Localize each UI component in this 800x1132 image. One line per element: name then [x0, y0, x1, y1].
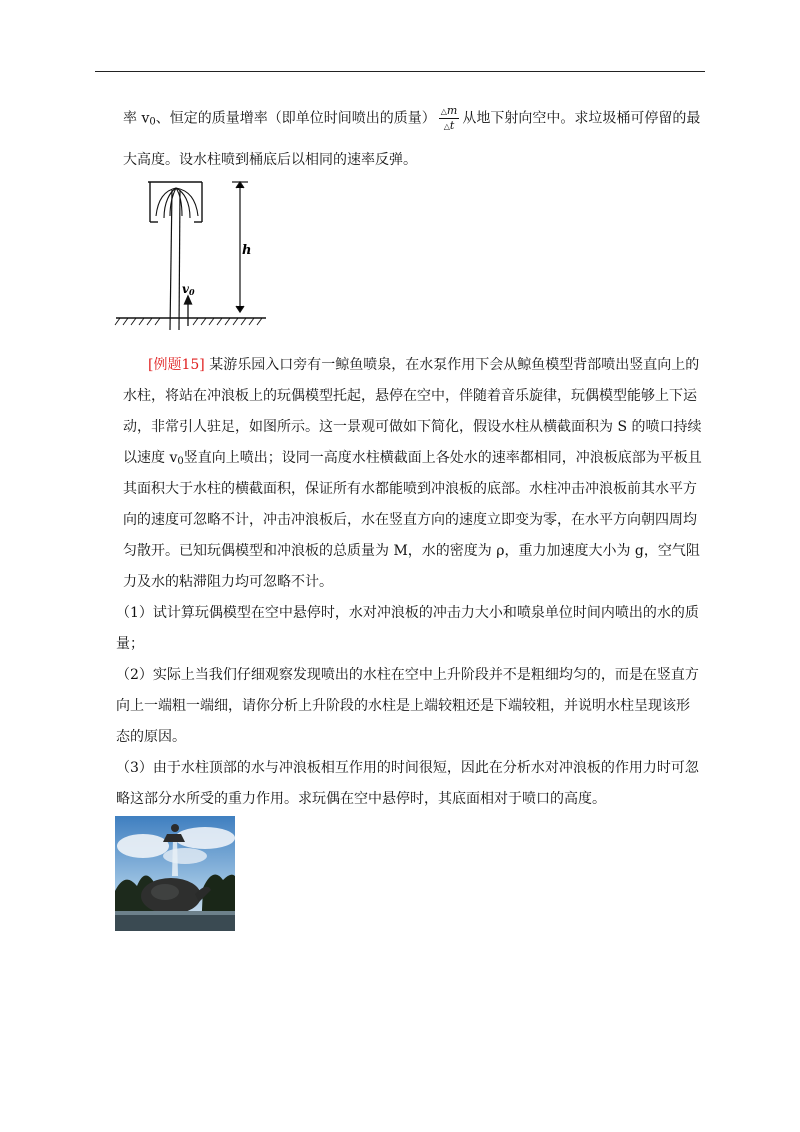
example-line-7: 匀散开。已知玩偶模型和冲浪板的总质量为 M，水的密度为 ρ，重力加速度大小为 g，空气阻 — [123, 543, 700, 559]
text-segment: 竖直向上喷出；设同一高度水柱横截面上各处水的速率都相同，冲浪板底部为平板且 — [183, 450, 702, 466]
text-segment: 从地下射向空中。求垃圾桶可停留的最 — [462, 110, 701, 127]
example-line-5: 其面积大于水柱的横截面积，保证所有水都能喷到冲浪板的底部。水柱冲击冲浪板前其水平方 — [123, 481, 697, 497]
example-label: [例题15] — [148, 357, 205, 373]
delta-symbol: △ — [440, 107, 447, 116]
mass-rate-fraction — [439, 104, 460, 133]
question-2-line-2: 向上一端粗一端细，请你分析上升阶段的水柱是上端较粗还是下端较粗，并说明水柱呈现该形 — [116, 698, 690, 714]
example-line-2: 水柱，将站在冲浪板上的玩偶模型托起，悬停在空中，伴随着音乐旋律，玩偶模型能够上下运 — [123, 388, 697, 404]
subscript: 0 — [177, 456, 184, 467]
delta-symbol: △ — [443, 122, 450, 131]
example-line-1 — [148, 355, 699, 375]
problem-line-2: 大高度。设水柱喷到桶底后以相同的速率反弹。 — [123, 152, 417, 168]
velocity-arrow — [185, 296, 192, 326]
fountain-diagram — [110, 176, 270, 336]
height-label: h — [242, 243, 252, 258]
water-spray — [156, 188, 198, 218]
question-2-line-3: 态的原因。 — [116, 729, 186, 745]
question-1-line-1: （1）试计算玩偶模型在空中悬停时，水对冲浪板的冲击力大小和喷泉单位时间内喷出的水的质 — [116, 605, 699, 621]
fraction-numerator: m — [446, 104, 458, 117]
text-segment: 、恒定的质量增率（即单位时间喷出的质量） — [155, 110, 436, 127]
water-column — [170, 190, 180, 330]
question-2-line-1: （2）实际上当我们仔细观察发现喷出的水柱在空中上升阶段并不是粗细均匀的，而是在竖直方 — [116, 667, 699, 683]
problem-line-1 — [123, 104, 700, 133]
question-1-line-2: 量； — [116, 636, 144, 652]
subscript: 0 — [149, 116, 156, 128]
whale-fountain-photo — [115, 816, 235, 931]
example-line-3: 动，非常引人驻足，如图所示。这一景观可做如下简化，假设水柱从横截面积为 S 的喷口持续 — [123, 419, 702, 435]
example-line-4 — [123, 448, 702, 472]
text-segment: 某游乐园入口旁有一鲸鱼喷泉，在水泵作用下会从鲸鱼模型背部喷出竖直向上的 — [209, 357, 700, 373]
velocity-label: v0 — [182, 282, 195, 297]
ground-line — [115, 318, 266, 325]
text-segment: 以速度 v — [123, 450, 178, 466]
header-rule — [95, 71, 705, 72]
question-3-line-2: 略这部分水所受的重力作用。求玩偶在空中悬停时，其底面相对于喷口的高度。 — [116, 791, 606, 807]
example-line-6: 向的速度可忽略不计，冲击冲浪板后，水在竖直方向的速度立即变为零，在水平方向朝四周均 — [123, 512, 697, 528]
example-line-8: 力及水的粘滞阻力均可忽略不计。 — [123, 574, 333, 590]
question-3-line-1: （3）由于水柱顶部的水与冲浪板相互作用的时间很短，因此在分析水对冲浪板的作用力时可忽 — [116, 760, 699, 776]
text-segment: 率 v — [123, 110, 150, 127]
fraction-denominator: t — [449, 119, 455, 132]
